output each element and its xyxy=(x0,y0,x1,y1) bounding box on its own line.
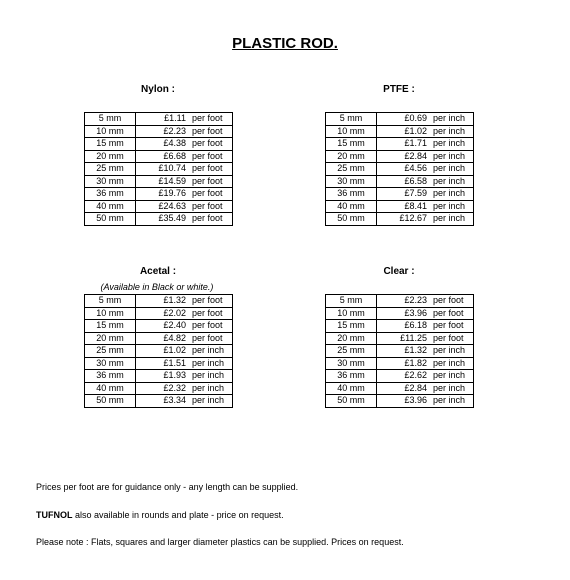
price-cell xyxy=(377,163,474,176)
price-cell xyxy=(136,345,233,358)
price-cell xyxy=(136,332,233,345)
price-cell xyxy=(136,382,233,395)
price-unit: per inch xyxy=(192,370,225,381)
table-row xyxy=(326,113,474,126)
price-cell xyxy=(377,125,474,138)
price-value: £24.63 xyxy=(158,200,186,211)
price-cell xyxy=(136,370,233,383)
table-row xyxy=(85,295,233,308)
table-row xyxy=(85,357,233,370)
price-value: £0.69 xyxy=(404,113,427,124)
size-cell: 25 mm xyxy=(85,163,136,176)
table-row xyxy=(326,345,474,358)
size-cell: 40 mm xyxy=(326,200,377,213)
table-row xyxy=(326,213,474,226)
price-cell xyxy=(136,395,233,408)
price-value: £1.02 xyxy=(404,125,427,136)
price-value: £1.82 xyxy=(404,357,427,368)
price-cell xyxy=(377,200,474,213)
table-row xyxy=(85,382,233,395)
price-value: £2.62 xyxy=(404,370,427,381)
size-cell: 30 mm xyxy=(85,175,136,188)
price-unit: per foot xyxy=(192,113,223,124)
price-value: £2.02 xyxy=(163,307,186,318)
price-table-ptfe xyxy=(325,112,474,226)
table-row xyxy=(326,163,474,176)
price-unit: per foot xyxy=(192,150,223,161)
table-row xyxy=(326,357,474,370)
price-cell xyxy=(377,345,474,358)
price-unit: per inch xyxy=(433,370,466,381)
price-unit: per inch xyxy=(192,357,225,368)
price-value: £2.84 xyxy=(404,382,427,393)
size-cell: 50 mm xyxy=(326,213,377,226)
price-table-clear xyxy=(325,294,474,408)
table-row xyxy=(326,295,474,308)
table-row xyxy=(326,395,474,408)
table-row xyxy=(85,213,233,226)
price-unit: per inch xyxy=(433,395,466,406)
size-cell: 30 mm xyxy=(326,357,377,370)
price-cell xyxy=(136,175,233,188)
price-unit: per inch xyxy=(433,150,466,161)
table-row xyxy=(326,370,474,383)
price-unit: per inch xyxy=(192,382,225,393)
price-cell xyxy=(136,113,233,126)
price-value: £1.71 xyxy=(404,138,427,149)
price-unit: per inch xyxy=(433,175,466,186)
price-value: £1.11 xyxy=(164,113,186,124)
price-unit: per inch xyxy=(433,113,466,124)
size-cell: 15 mm xyxy=(326,138,377,151)
tufnol-label: TUFNOL xyxy=(36,510,73,520)
price-cell xyxy=(136,295,233,308)
table-row xyxy=(85,395,233,408)
table-row xyxy=(85,370,233,383)
price-unit: per foot xyxy=(433,320,464,331)
page-title: PLASTIC ROD. xyxy=(232,35,338,52)
price-unit: per foot xyxy=(192,138,223,149)
table-row xyxy=(85,150,233,163)
size-cell: 10 mm xyxy=(85,307,136,320)
price-value: £4.38 xyxy=(163,138,186,149)
price-cell xyxy=(136,163,233,176)
size-cell: 50 mm xyxy=(326,395,377,408)
size-cell: 30 mm xyxy=(326,175,377,188)
price-unit: per foot xyxy=(433,295,464,306)
price-cell xyxy=(136,138,233,151)
table-row xyxy=(85,345,233,358)
size-cell: 36 mm xyxy=(85,370,136,383)
size-cell: 5 mm xyxy=(326,295,377,308)
table-row xyxy=(85,138,233,151)
section-title-clear: Clear : xyxy=(383,266,415,277)
price-cell xyxy=(377,150,474,163)
price-unit: per foot xyxy=(192,188,223,199)
table-row xyxy=(85,332,233,345)
price-cell xyxy=(136,125,233,138)
size-cell: 25 mm xyxy=(326,163,377,176)
size-cell: 15 mm xyxy=(326,320,377,333)
size-cell: 36 mm xyxy=(326,370,377,383)
price-unit: per inch xyxy=(433,188,466,199)
price-cell xyxy=(136,357,233,370)
footer-note: Please note : Flats, squares and larger diameter plastics can be supplied. Prices on request. xyxy=(36,537,404,547)
section-title-ptfe: PTFE : xyxy=(383,84,415,95)
price-value: £4.56 xyxy=(404,163,427,174)
price-cell xyxy=(377,357,474,370)
size-cell: 20 mm xyxy=(326,332,377,345)
section-title-nylon: Nylon : xyxy=(141,84,175,95)
size-cell: 10 mm xyxy=(326,125,377,138)
table-row xyxy=(326,125,474,138)
price-cell xyxy=(377,188,474,201)
size-cell: 5 mm xyxy=(85,113,136,126)
table-row xyxy=(326,307,474,320)
price-cell xyxy=(136,320,233,333)
price-cell xyxy=(377,370,474,383)
price-unit: per foot xyxy=(192,125,223,136)
price-cell xyxy=(136,307,233,320)
price-cell xyxy=(377,382,474,395)
size-cell: 40 mm xyxy=(85,382,136,395)
price-value: £1.32 xyxy=(404,345,427,356)
table-row xyxy=(326,200,474,213)
section-note-acetal: (Available in Black or white.) xyxy=(100,282,214,292)
price-value: £7.59 xyxy=(404,188,427,199)
price-value: £2.84 xyxy=(404,150,427,161)
price-unit: per inch xyxy=(433,200,466,211)
price-value: £3.34 xyxy=(163,395,186,406)
price-unit: per inch xyxy=(433,345,466,356)
table-row xyxy=(326,382,474,395)
price-cell xyxy=(377,295,474,308)
price-value: £2.32 xyxy=(163,382,186,393)
tufnol-text: also available in rounds and plate - price on request. xyxy=(72,510,284,520)
table-row xyxy=(326,150,474,163)
table-row xyxy=(85,113,233,126)
price-unit: per inch xyxy=(433,138,466,149)
price-value: £3.96 xyxy=(404,395,427,406)
price-value: £19.76 xyxy=(158,188,186,199)
price-value: £6.58 xyxy=(404,175,427,186)
size-cell: 10 mm xyxy=(326,307,377,320)
size-cell: 36 mm xyxy=(326,188,377,201)
price-unit: per inch xyxy=(433,213,466,224)
size-cell: 50 mm xyxy=(85,395,136,408)
footer-tufnol xyxy=(36,510,284,520)
price-unit: per foot xyxy=(433,332,464,343)
price-value: £1.32 xyxy=(163,295,186,306)
section-title-acetal: Acetal : xyxy=(139,266,177,277)
price-unit: per foot xyxy=(192,307,223,318)
price-cell xyxy=(377,307,474,320)
price-value: £3.96 xyxy=(404,307,427,318)
price-unit: per inch xyxy=(433,357,466,368)
table-row xyxy=(326,188,474,201)
price-unit: per foot xyxy=(192,295,223,306)
price-table-nylon xyxy=(84,112,233,226)
price-value: £12.67 xyxy=(399,213,427,224)
price-value: £6.18 xyxy=(404,320,427,331)
price-value: £14.59 xyxy=(158,175,186,186)
size-cell: 20 mm xyxy=(85,332,136,345)
size-cell: 20 mm xyxy=(326,150,377,163)
price-value: £1.02 xyxy=(163,345,186,356)
size-cell: 15 mm xyxy=(85,320,136,333)
price-unit: per foot xyxy=(192,213,223,224)
table-row xyxy=(326,332,474,345)
price-unit: per inch xyxy=(433,125,466,136)
price-unit: per foot xyxy=(433,307,464,318)
price-cell xyxy=(136,213,233,226)
price-unit: per foot xyxy=(192,332,223,343)
price-unit: per foot xyxy=(192,163,223,174)
price-value: £8.41 xyxy=(404,200,427,211)
price-unit: per inch xyxy=(192,395,225,406)
table-row xyxy=(326,138,474,151)
price-value: £2.23 xyxy=(404,295,427,306)
footer-guidance: Prices per foot are for guidance only - any length can be supplied. xyxy=(36,482,299,492)
size-cell: 5 mm xyxy=(85,295,136,308)
size-cell: 50 mm xyxy=(85,213,136,226)
price-unit: per foot xyxy=(192,200,223,211)
price-cell xyxy=(377,320,474,333)
size-cell: 40 mm xyxy=(85,200,136,213)
price-value: £2.40 xyxy=(163,320,186,331)
size-cell: 36 mm xyxy=(85,188,136,201)
price-cell xyxy=(377,332,474,345)
size-cell: 40 mm xyxy=(326,382,377,395)
price-cell xyxy=(377,138,474,151)
size-cell: 20 mm xyxy=(85,150,136,163)
price-value: £35.49 xyxy=(158,213,186,224)
table-row xyxy=(326,175,474,188)
size-cell: 25 mm xyxy=(85,345,136,358)
size-cell: 10 mm xyxy=(85,125,136,138)
price-unit: per foot xyxy=(192,175,223,186)
table-row xyxy=(85,163,233,176)
table-row xyxy=(326,320,474,333)
price-unit: per foot xyxy=(192,320,223,331)
price-unit: per inch xyxy=(433,163,466,174)
price-value: £2.23 xyxy=(163,125,186,136)
price-cell xyxy=(377,213,474,226)
price-unit: per inch xyxy=(433,382,466,393)
price-unit: per inch xyxy=(192,345,225,356)
price-value: £11.25 xyxy=(400,332,427,343)
price-table-acetal xyxy=(84,294,233,408)
table-row xyxy=(85,175,233,188)
size-cell: 30 mm xyxy=(85,357,136,370)
price-cell xyxy=(136,188,233,201)
size-cell: 5 mm xyxy=(326,113,377,126)
table-row xyxy=(85,320,233,333)
price-value: £4.82 xyxy=(163,332,186,343)
table-row xyxy=(85,307,233,320)
price-value: £10.74 xyxy=(158,163,186,174)
table-row xyxy=(85,125,233,138)
size-cell: 25 mm xyxy=(326,345,377,358)
price-cell xyxy=(377,175,474,188)
table-row xyxy=(85,200,233,213)
size-cell: 15 mm xyxy=(85,138,136,151)
price-cell xyxy=(136,200,233,213)
price-value: £6.68 xyxy=(163,150,186,161)
price-cell xyxy=(377,395,474,408)
table-row xyxy=(85,188,233,201)
price-value: £1.93 xyxy=(163,370,186,381)
price-value: £1.51 xyxy=(163,357,186,368)
price-cell xyxy=(377,113,474,126)
price-cell xyxy=(136,150,233,163)
